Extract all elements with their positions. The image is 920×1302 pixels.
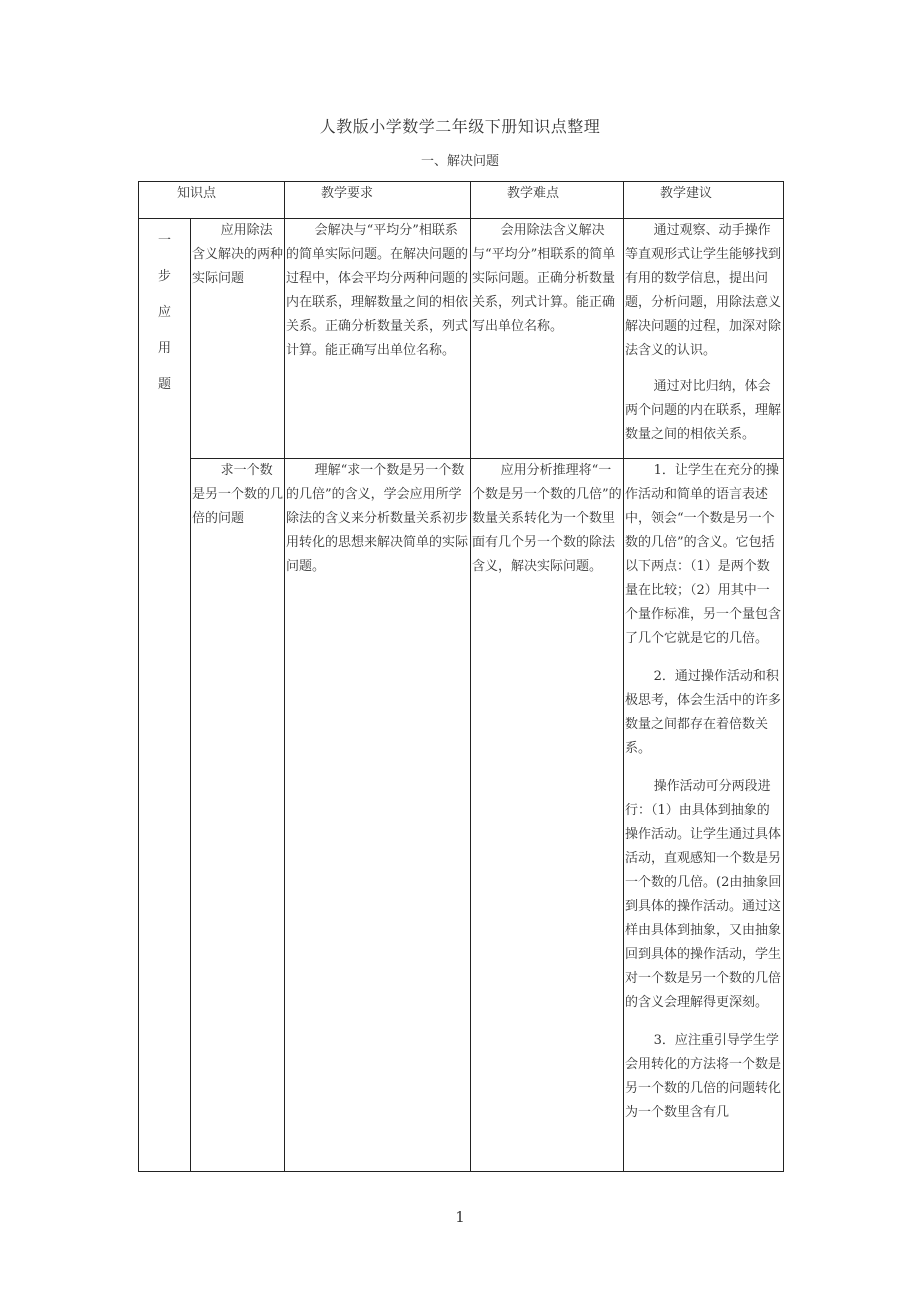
table-header-row bbox=[139, 182, 784, 219]
requirement-cell: 理解“求一个数是另一个数的几倍”的含义，学会应用所学除法的含义来分析数量关系初步用转化的思想来解决简单的实际问题。 bbox=[285, 459, 471, 1172]
knowledge-table bbox=[138, 181, 784, 1172]
suggestion-cell: 通过观察、动手操作等直观形式让学生能够找到有用的数学信息，提出问题，分析问题，用除法意义解决问题的过程，加深对除法含义的认识。 通过对比归纳，体会两个问题的内在联系，理解数量之间的相依关系。 bbox=[624, 219, 784, 459]
document-title: 人教版小学数学二年级下册知识点整理 bbox=[319, 117, 601, 136]
topic-cell: 求一个数是另一个数的几倍的问题 bbox=[191, 459, 285, 1172]
difficulty-cell: 应用分析推理将“一个数是另一个数的几倍”的数量关系转化为一个数里面有几个另一个数的除法含义，解决实际问题。 bbox=[471, 459, 624, 1172]
header-knowledge-point: 知识点 bbox=[139, 182, 285, 219]
section-heading: 一、解决问题 bbox=[420, 154, 499, 169]
header-requirement: 教学要求 bbox=[285, 182, 471, 219]
topic-cell: 应用除法含义解决的两种实际问题 bbox=[191, 219, 285, 459]
category-cell: 一 步 应 用 题 bbox=[139, 219, 191, 1172]
requirement-cell: 会解决与“平均分”相联系的简单实际问题。在解决问题的过程中，体会平均分两种问题的内在联系，理解数量之间的相依关系。正确分析数量关系，列式计算。能正确写出单位名称。 bbox=[285, 219, 471, 459]
difficulty-cell: 会用除法含义解决与“平均分”相联系的简单实际问题。正确分析数量关系，列式计算。能正确写出单位名称。 bbox=[471, 219, 624, 459]
page-number: 1 bbox=[455, 1208, 465, 1226]
suggestion-cell: 1．让学生在充分的操作活动和简单的语言表述中，领会“一个数是另一个数的几倍”的含义。它包括以下两点：（1）是两个数量在比较；（2）用其中一个量作标准，另一个量包含了几个它就是它的几倍。 2．通过操作活动和积极思考，体会生活中的许多数量之间都存在着倍数关系。 操作活动可分两段进行：（1）由具体到抽象的操作活动。让学生通过具体活动，直观感知一个数是另一个数的几倍。(2由抽象回到具体的操作活动。通过这样由具体到抽象，又由抽象回到具体的操作活动，学生对一个数是另一个数的几倍的含义会理解得更深刻。 3．应注重引导学生学会用转化的方法将一个数是另一个数的几倍的问题转化为一个数里含有几 bbox=[624, 459, 784, 1172]
header-suggestion: 教学建议 bbox=[624, 182, 784, 219]
table-row bbox=[139, 459, 784, 1172]
header-difficulty: 教学难点 bbox=[471, 182, 624, 219]
table-row bbox=[139, 219, 784, 459]
